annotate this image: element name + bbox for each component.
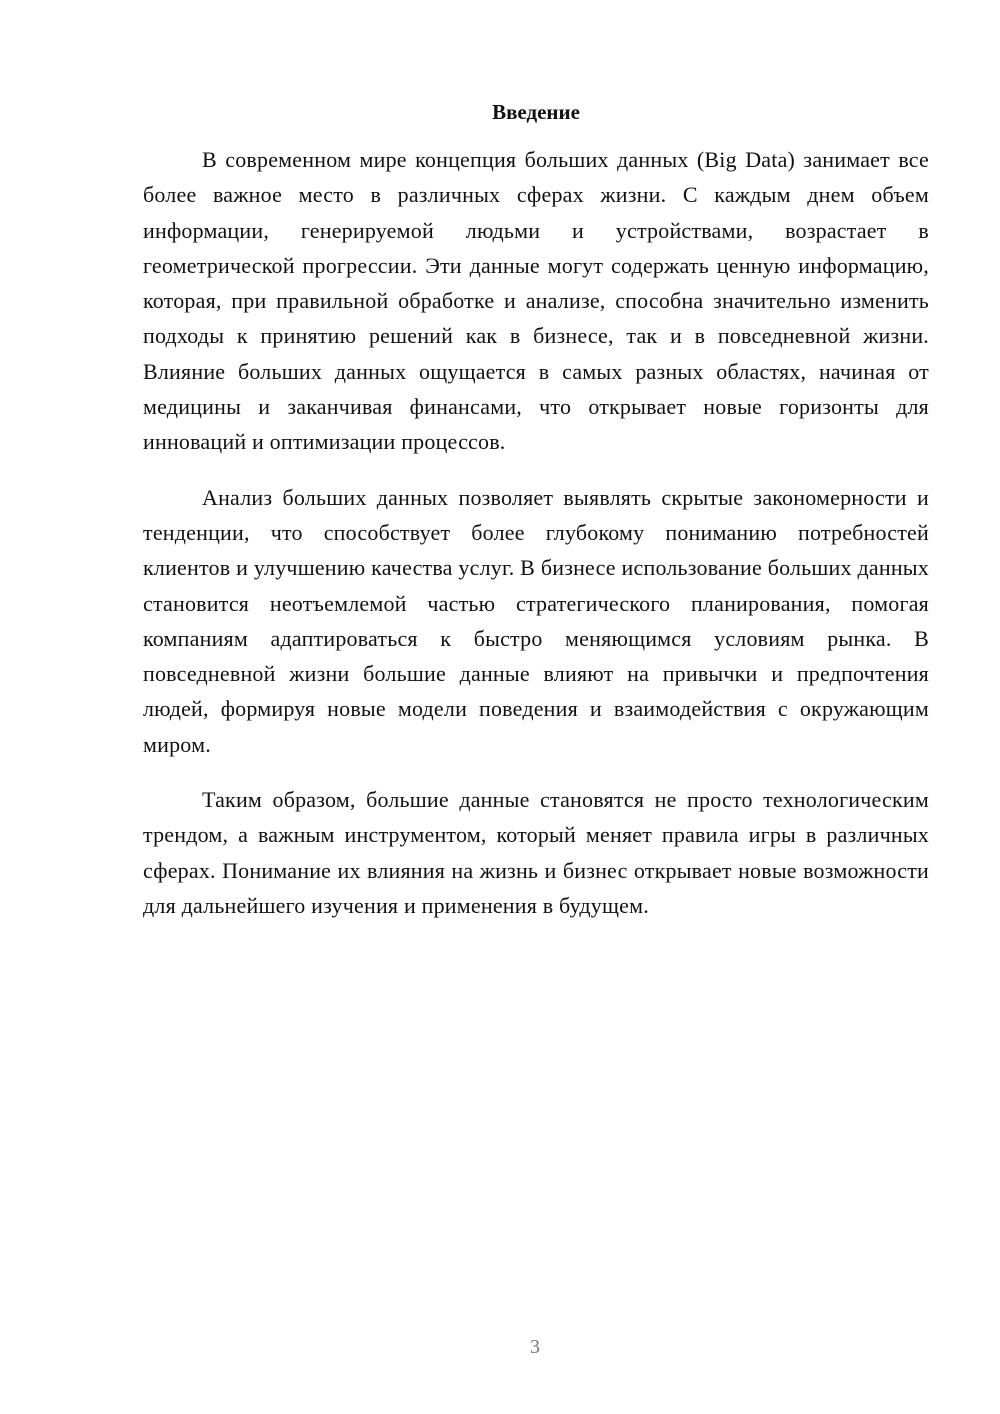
- paragraph-1: В современном мире концепция больших данных (Big Data) занимает все более важное место в различных сферах жизни. С каждым днем объем информации, генерируемой людьми и устройствами, возрастает в геометрической прогрессии. Эти данные могут содержать ценную информацию, которая, при правильной обработке и анализе, способна значительно изменить подходы к принятию решений как в бизнесе, так и в повседневной жизни. Влияние больших данных ощущается в самых разных областях, начиная от медицины и заканчивая финансами, что открывает новые горизонты для инноваций и оптимизации процессов.: [143, 147, 929, 455]
- paragraph-2: Анализ больших данных позволяет выявлять скрытые закономерности и тенденции, что способствует более глубокому пониманию потребностей клиентов и улучшению качества услуг. В бизнесе использование больших данных становится неотъемлемой частью стратегического планирования, помогая компаниям адаптироваться к быстро меняющимся условиям рынка. В повседневной жизни большие данные влияют на привычки и предпочтения людей, формируя новые модели поведения и взаимодействия с окружающим миром.: [143, 484, 929, 757]
- body-text: [143, 142, 929, 943]
- page-number: 3: [530, 1336, 540, 1358]
- paragraph-3: Таким образом, большие данные становятся не просто технологическим трендом, а важным инструментом, который меняет правила игры в различных сферах. Понимание их влияния на жизнь и бизнес открывает новые возможности для дальнейшего изучения и применения в будущем.: [143, 787, 929, 918]
- section-heading: Введение: [492, 100, 580, 124]
